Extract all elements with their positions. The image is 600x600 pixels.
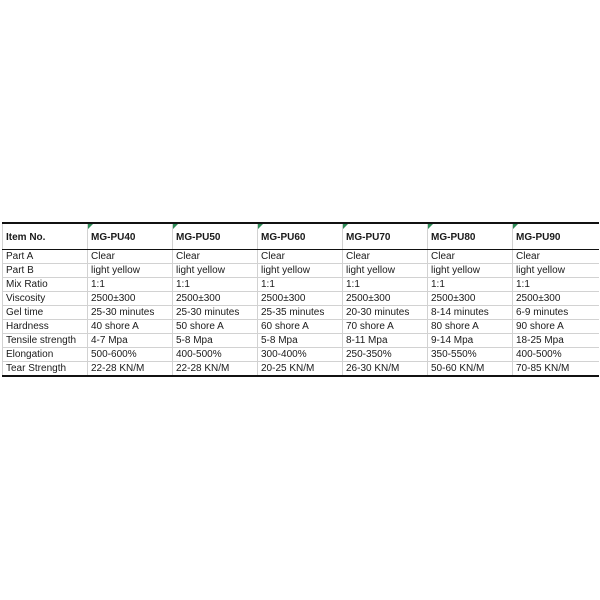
table-cell: 500-600% (88, 348, 173, 362)
table-cell: 70 shore A (343, 320, 428, 334)
table-cell: 250-350% (343, 348, 428, 362)
row-label-cell: Hardness (3, 320, 88, 334)
table-cell: 300-400% (258, 348, 343, 362)
table-row (3, 306, 599, 320)
table-row (3, 278, 599, 292)
table-cell: Clear (428, 250, 513, 264)
table-cell: 9-14 Mpa (428, 334, 513, 348)
table-row (3, 264, 599, 278)
table-cell: 2500±300 (343, 292, 428, 306)
table-cell: 90 shore A (513, 320, 599, 334)
table-header-row (3, 223, 599, 250)
table-cell: 18-25 Mpa (513, 334, 599, 348)
table-cell: 8-11 Mpa (343, 334, 428, 348)
table-cell: 2500±300 (88, 292, 173, 306)
table-cell: 4-7 Mpa (88, 334, 173, 348)
table-cell: 5-8 Mpa (173, 334, 258, 348)
table-cell: light yellow (258, 264, 343, 278)
table-cell: 25-30 minutes (88, 306, 173, 320)
row-label-cell: Viscosity (3, 292, 88, 306)
table-cell: 350-550% (428, 348, 513, 362)
column-header-model: MG-PU70 (343, 223, 428, 250)
table-cell: 8-14 minutes (428, 306, 513, 320)
table-cell: 50-60 KN/M (428, 362, 513, 377)
table-cell: light yellow (88, 264, 173, 278)
table-cell: 1:1 (173, 278, 258, 292)
table-row (3, 334, 599, 348)
table-cell: 2500±300 (258, 292, 343, 306)
table-row (3, 362, 599, 377)
table-cell: 80 shore A (428, 320, 513, 334)
table-cell: Clear (343, 250, 428, 264)
spec-sheet (2, 222, 598, 377)
row-label-cell: Elongation (3, 348, 88, 362)
table-cell: light yellow (173, 264, 258, 278)
column-header-item-no: Item No. (3, 223, 88, 250)
table-cell: 22-28 KN/M (173, 362, 258, 377)
row-label-cell: Tensile strength (3, 334, 88, 348)
table-cell: 40 shore A (88, 320, 173, 334)
row-label-cell: Part A (3, 250, 88, 264)
table-cell: 1:1 (88, 278, 173, 292)
table-cell: 60 shore A (258, 320, 343, 334)
table-cell: 400-500% (173, 348, 258, 362)
table-cell: 2500±300 (513, 292, 599, 306)
table-cell: Clear (258, 250, 343, 264)
column-header-model: MG-PU50 (173, 223, 258, 250)
table-cell: 22-28 KN/M (88, 362, 173, 377)
column-header-model: MG-PU80 (428, 223, 513, 250)
row-label-cell: Tear Strength (3, 362, 88, 377)
column-header-model: MG-PU40 (88, 223, 173, 250)
table-cell: 1:1 (513, 278, 599, 292)
table-cell: 5-8 Mpa (258, 334, 343, 348)
table-cell: Clear (173, 250, 258, 264)
table-cell: 26-30 KN/M (343, 362, 428, 377)
table-cell: 2500±300 (173, 292, 258, 306)
table-row (3, 320, 599, 334)
table-row (3, 250, 599, 264)
table-cell: light yellow (513, 264, 599, 278)
row-label-cell: Mix Ratio (3, 278, 88, 292)
table-cell: Clear (88, 250, 173, 264)
table-cell: 50 shore A (173, 320, 258, 334)
table-row (3, 348, 599, 362)
table-cell: 2500±300 (428, 292, 513, 306)
table-cell: 1:1 (428, 278, 513, 292)
table-cell: 70-85 KN/M (513, 362, 599, 377)
table-cell: 20-25 KN/M (258, 362, 343, 377)
table-cell: 20-30 minutes (343, 306, 428, 320)
column-header-model: MG-PU60 (258, 223, 343, 250)
table-cell: 1:1 (343, 278, 428, 292)
table-cell: 25-35 minutes (258, 306, 343, 320)
table-cell: light yellow (428, 264, 513, 278)
row-label-cell: Gel time (3, 306, 88, 320)
table-cell: Clear (513, 250, 599, 264)
table-cell: 6-9 minutes (513, 306, 599, 320)
table-cell: 400-500% (513, 348, 599, 362)
product-spec-table (2, 222, 599, 377)
column-header-model: MG-PU90 (513, 223, 599, 250)
table-cell: light yellow (343, 264, 428, 278)
table-body (3, 250, 599, 377)
table-cell: 25-30 minutes (173, 306, 258, 320)
table-row (3, 292, 599, 306)
table-cell: 1:1 (258, 278, 343, 292)
row-label-cell: Part B (3, 264, 88, 278)
